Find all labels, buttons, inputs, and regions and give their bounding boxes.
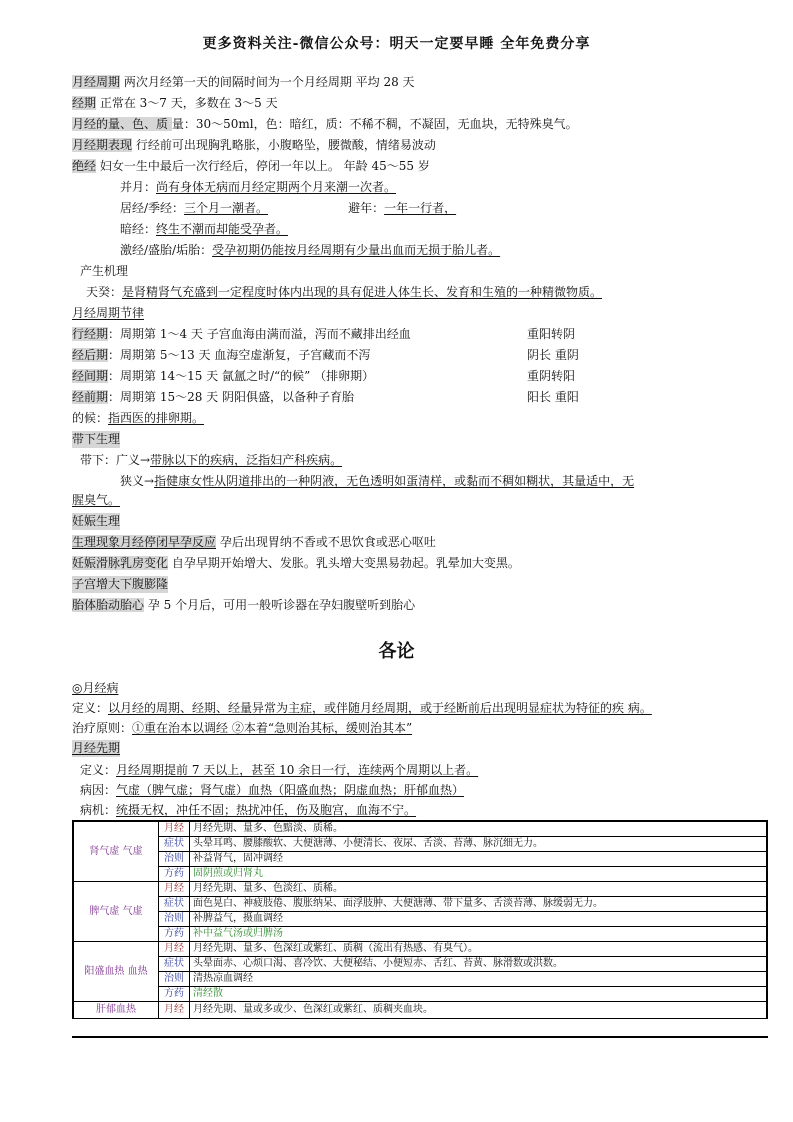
- row-text: 固阴煎或归肾丸: [190, 867, 768, 882]
- heading-pregnancy: 妊娠生理: [72, 514, 121, 528]
- row-key: 月经: [159, 882, 190, 897]
- line-anjing: 暗经：终生不潮而却能受孕者。: [120, 222, 289, 236]
- row-key: 月经: [159, 821, 190, 837]
- line-preg-1: 生理现象月经停闭早孕反应 孕后出现胃纳不香或不思饮食或恶心呕吐: [72, 535, 436, 549]
- line-preg-4: 胎体胎动胎心 孕 5 个月后，可用一般听诊器在孕妇腹壁听到胎心: [72, 598, 416, 612]
- line-preg-2: 妊娠滑脉乳房变化 自孕早期开始增大、发胀。乳头增大变黑易勃起。乳晕加大变黑。: [72, 556, 520, 570]
- line-phase-4: 经前期：周期第 15～28 天 阴阳俱盛，以备种子育胎: [72, 390, 354, 404]
- table-row: [73, 942, 767, 957]
- page-header: 更多资料关注-微信公众号：明天一定要早睡 全年免费分享: [202, 36, 591, 52]
- term-highlight: 月经期表现: [72, 138, 133, 152]
- line-period: 经期 正常在 3～7 天，多数在 3～5 天: [72, 96, 278, 110]
- table-row: [73, 972, 767, 987]
- line-early-definition: 定义：月经周期提前 7 天以上，甚至 10 余日一行，连续两个周期以上者。: [80, 763, 479, 777]
- line-etiology: 病因：气虚（脾气虚；肾气虚）血热（阳盛血热；阴虚血热；肝郁血热）: [80, 783, 465, 797]
- row-text: 头晕面赤、心烦口渴、喜冷饮、大便秘结、小便短赤、舌红、苔黄、脉滑数或洪数。: [190, 957, 768, 972]
- syndrome-table: [72, 820, 768, 1019]
- line-daixia-cont: 腥臭气。: [72, 493, 121, 507]
- table-row: [73, 821, 767, 837]
- syndrome-name: 脾气虚 气虚: [73, 882, 159, 942]
- row-key: 治则: [159, 912, 190, 927]
- line-cycle: 月经周期 两次月经第一天的间隔时间为一个月经周期 平均 28 天: [72, 75, 415, 89]
- row-text: 月经先期、量多、色淡红、质稀。: [190, 882, 768, 897]
- heading-menstrual-disease: ◎月经病: [72, 681, 119, 695]
- line-symptoms: 月经期表现 行经前可出现胸乳略胀，小腹略坠，腰微酸，情绪易波动: [72, 138, 436, 152]
- line-dehou: 的候：指西医的排卵期。: [72, 411, 205, 425]
- row-key: 月经: [159, 1002, 190, 1019]
- row-text: 清热凉血调经: [190, 972, 768, 987]
- row-text: 月经先期、量多、色深红或紫红、质稠（流出有热感、有臭气）。: [190, 942, 768, 957]
- line-phase-1: 行经期：周期第 1～4 天 子宫血海由满而溢，泻而不藏排出经血: [72, 327, 411, 341]
- row-text: 补益肾气，固冲调经: [190, 852, 768, 867]
- row-key: 症状: [159, 897, 190, 912]
- table-row: [73, 912, 767, 927]
- row-key: 月经: [159, 942, 190, 957]
- row-key: 方药: [159, 987, 190, 1002]
- heading-daixia: 带下生理: [72, 432, 121, 446]
- line-daixia-broad: 带下：广义→带脉以下的疾病，泛指妇产科疾病。: [80, 453, 343, 467]
- row-text: 月经先期、量或多或少、色深红或紫红、质稠夹血块。: [190, 1002, 768, 1019]
- phase-3-note: 重阴转阳: [527, 369, 576, 383]
- line-jujing: 居经/季经：三个月一潮者。 避年：一年一行者，: [120, 201, 457, 215]
- line-daixia-narrow: 狭义→指健康女性从阴道排出的一种阴液，无色透明如蛋清样，或黏而不稠如糊状，其量适中，无: [120, 474, 635, 488]
- table-row: [73, 882, 767, 897]
- heading-early-period: 月经先期: [72, 741, 121, 755]
- line-phase-3: 经间期：周期第 14～15 天 氤氲之时/“的候” （排卵期）: [72, 369, 375, 383]
- line-tiangui: 天癸：是肾精肾气充盛到一定程度时体内出现的具有促进人体生长、发育和生殖的一种精微物质。: [86, 285, 603, 299]
- line-pathogenesis: 病机：统摄无权，冲任不固；热扰冲任，伤及胞宫，血海不宁。: [80, 803, 417, 817]
- term-highlight: 月经周期: [72, 75, 121, 89]
- line-phase-2: 经后期：周期第 5～13 天 血海空虚渐复，子宫藏而不泻: [72, 348, 371, 362]
- line-mechanism: 产生机理: [80, 264, 129, 278]
- row-key: 症状: [159, 957, 190, 972]
- line-amount: 月经的量、色、质 量：30～50ml，色：暗红，质：不稀不稠，不凝固，无血块，无特殊臭气。: [72, 117, 578, 131]
- table-row: [73, 957, 767, 972]
- row-text: 补脾益气，摄血调经: [190, 912, 768, 927]
- line-definition: 定义：以月经的周期、经期、经量异常为主症，或伴随月经周期，或于经断前后出现明显症状为特征的疾 病。: [72, 701, 652, 715]
- table-row: [73, 837, 767, 852]
- syndrome-name: 阳盛血热 血热: [73, 942, 159, 1002]
- table-row: [73, 1002, 767, 1019]
- term-highlight: 绝经: [72, 159, 97, 173]
- syndrome-name: 肝郁血热: [73, 1002, 159, 1019]
- row-text: 月经先期、量多、色黯淡、质稀。: [190, 821, 768, 837]
- row-key: 方药: [159, 867, 190, 882]
- term-highlight: 月经的量、色、质: [72, 117, 172, 131]
- row-key: 治则: [159, 852, 190, 867]
- row-text: 头晕耳鸣、腰膝酸软、大便溏薄、小便清长、夜尿、舌淡、苔薄、脉沉细无力。: [190, 837, 768, 852]
- row-key: 治则: [159, 972, 190, 987]
- phase-2-note: 阴长 重阴: [527, 348, 579, 362]
- row-text: 清经散: [190, 987, 768, 1002]
- row-text: 补中益气汤或归脾汤: [190, 927, 768, 942]
- syndrome-name: 肾气虚 气虚: [73, 821, 159, 882]
- phase-4-note: 阳长 重阳: [527, 390, 579, 404]
- line-bingyue: 并月：尚有身体无病而月经定期两个月来潮一次者。: [120, 180, 397, 194]
- section-title: 各论: [378, 641, 415, 662]
- row-key: 症状: [159, 837, 190, 852]
- row-text: 面色晃白、神疲肢倦、腹胀纳呆、面浮肢肿、大便溏薄、带下量多、舌淡苔薄、脉缓弱无力。: [190, 897, 768, 912]
- table-row: [73, 927, 767, 942]
- term-highlight: 经期: [72, 96, 97, 110]
- line-menopause: 绝经 妇女一生中最后一次行经后，停闭一年以上。 年龄 45～55 岁: [72, 159, 430, 173]
- table-row: [73, 897, 767, 912]
- line-rhythm: 月经周期节律: [72, 306, 145, 320]
- line-preg-3: 子宫增大下腹膨隆: [72, 577, 169, 591]
- table-row: [73, 852, 767, 867]
- row-key: 方药: [159, 927, 190, 942]
- phase-1-note: 重阳转阴: [527, 327, 576, 341]
- table-row: [73, 867, 767, 882]
- line-jijing: 激经/盛胎/垢胎：受孕初期仍能按月经周期有少量出血而无损于胎儿者。: [120, 243, 501, 257]
- table-row: [73, 987, 767, 1002]
- table-bottom-rule: [72, 1036, 768, 1038]
- line-treatment-principle: 治疗原则：①重在治本以调经 ②本着“急则治其标，缓则治其本”: [72, 721, 413, 735]
